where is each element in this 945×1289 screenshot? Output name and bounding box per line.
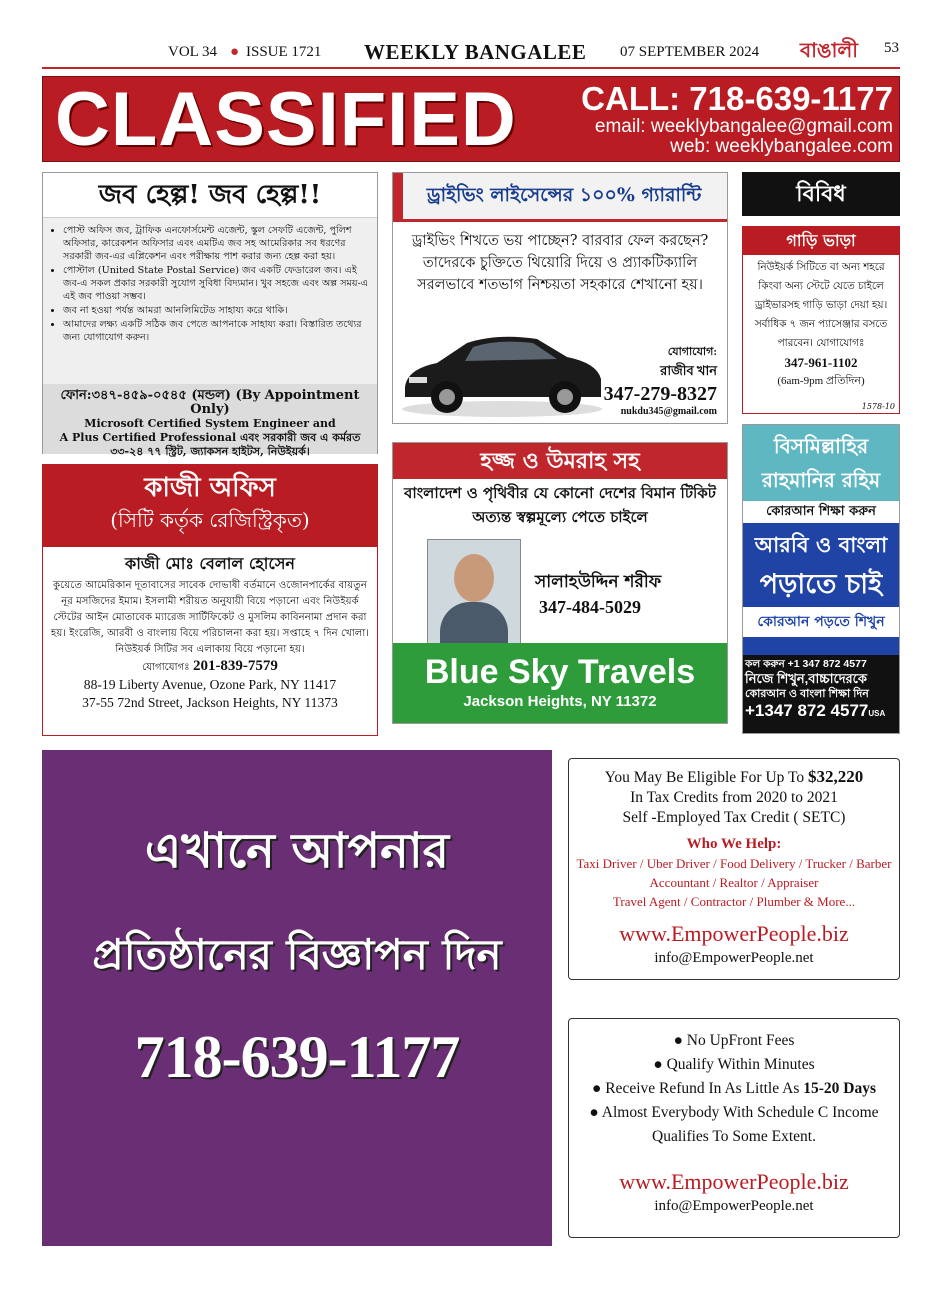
advertise-phone: 718-639-1177 [134, 1024, 460, 1090]
driving-email: nukdu345@gmail.com [620, 406, 717, 417]
classified-banner [42, 76, 900, 162]
qazi-description: কুয়েতে আমেরিকান দূতাবাসের সাবেক দোভাষী বর্তমানে ওজোনপার্কের বায়তুন নূর মসজিদের ইমাম। ইসলামী শরীয়ত অনুযায়ী বিয়ে পড়ানো এবং নিউইয়র্ক স্টেটের আইন মোতাবেক ম্যারেজ সার্টিফিকেট ও মুসলিম কাবিননামা প্রদান করা হয়। ইংরেজি, আরবী ও বাংলায় বিয়ে পরিচালনা করা হয়। সপ্তাহে ৭ দিন খোলা। নিউইয়র্ক সিটির সব এলাকায় বিয়ে পড়ানো হয়। [51, 580, 369, 655]
quran-learn-read: কোরআন পড়তে শিখুন [743, 607, 899, 637]
driving-contact-label: যোগাযোগ: [667, 346, 717, 358]
car-icon [397, 313, 607, 421]
agent-name: সালাহউদ্দিন শরীফ [535, 572, 662, 592]
quran-learn-label: কোরআন শিক্ষা করুন [766, 504, 876, 519]
qazi-body [43, 578, 377, 676]
tax-amount: $32,220 [808, 767, 864, 786]
qazi-address-1: 88-19 Liberty Avenue, Ozone Park, NY 11417 [83, 677, 337, 692]
advertise-line-1: এখানে আপনার [144, 823, 450, 879]
car-rental-ad [742, 226, 900, 414]
photo-head [454, 554, 494, 602]
driving-body: ড্রাইভিং শিখতে ভয় পাচ্ছেন? বারবার ফেল করছেন? তাদেরকে চুক্তিতে থিয়োরি দিয়ে ও প্র্যাকটিক্যালি সরলভাবে শতভাগ নিশ্চয়তা সহকারে শেখানো হয়। [411, 233, 709, 293]
tax-setc: Self -Employed Tax Credit ( SETC) [622, 809, 846, 826]
tax-credit-years: In Tax Credits from 2020 to 2021 [630, 789, 838, 806]
job-help-cred1: Microsoft Certified System Engineer and [84, 417, 336, 430]
misc-section-title: বিবিধ [742, 172, 900, 216]
job-help-item: • জব না হওয়া পর্যন্ত আমরা আনলিমিটেড সাহায্য করে থাকি। [63, 304, 369, 317]
refund-days: 15-20 Days [803, 1080, 877, 1097]
quran-arabic-bangla: আরবি ও বাংলা [754, 532, 888, 557]
quran-teaching-ad [742, 424, 900, 734]
publication-logo: বাঙালী [800, 40, 859, 62]
advertise-here-ad [42, 750, 552, 1246]
hajj-subtitle: বাংলাদেশ ও পৃথিবীর যে কোনো দেশের বিমান টিকিট অত্যন্ত স্বল্পমূল্যে পেতে চাইলে [404, 484, 716, 526]
tax-eligible-text: You May Be Eligible For Up To [604, 769, 805, 786]
tax-credit-ad [568, 758, 900, 980]
banner-call: CALL: 718-639-1177 [581, 80, 893, 117]
quran-call: কল করুন +1 347 872 4577 [745, 658, 867, 670]
bismillah-heading: বিসমিল্লাহির রাহমানির রহিম [743, 425, 899, 501]
quran-self-learn: নিজে শিখুন,বাচ্চাদেরকে [745, 671, 867, 686]
car-rental-body [743, 255, 899, 391]
driving-contact-name: রাজীব খান [660, 363, 717, 378]
driving-accent-bar [393, 173, 403, 219]
refund-bullet: ● No UpFront Fees [673, 1032, 795, 1049]
empower-website-link[interactable]: www.EmpowerPeople.biz [619, 1169, 849, 1194]
job-help-body [43, 218, 377, 384]
job-help-title: জব হেল্প! জব হেল্প!! [43, 173, 377, 218]
qazi-contact-label: যোগাযোগঃ [142, 662, 190, 673]
job-help-footer [43, 384, 377, 458]
empower-website-link[interactable]: www.EmpowerPeople.biz [619, 921, 849, 946]
empower-email-link[interactable]: info@EmpowerPeople.net [654, 950, 814, 966]
car-rental-hours: (6am-9pm প্রতিদিন) [777, 375, 865, 387]
separator-dot: ● [230, 44, 240, 60]
travel-ad [392, 442, 728, 724]
agent-phone: 347-484-5029 [539, 597, 641, 617]
quran-teach-kids: কোরআন ও বাংলা শিক্ষা দিন [745, 688, 869, 700]
qazi-address-2: 37-55 72nd Street, Jackson Heights, NY 11373 [82, 695, 338, 710]
driving-license-ad [392, 172, 728, 424]
who-we-help-heading: Who We Help: [686, 836, 782, 852]
job-help-ad [42, 172, 378, 458]
refund-bullet-cont: Qualifies To Some Extent. [652, 1128, 816, 1145]
car-rental-code: 1578-10 [861, 402, 895, 411]
qazi-name: কাজী মোঃ বেলাল হোসেন [125, 554, 295, 573]
advertise-line-2: প্রতিষ্ঠানের বিজ্ঞাপন দিন [92, 930, 502, 979]
job-help-phone: ফোন:৩৪৭-৪৫৯-০৫৪৫ (মন্ডল) (By Appointment Only) [60, 388, 360, 417]
car-rental-title: গাড়ি ভাড়া [743, 227, 899, 255]
header-rule [42, 67, 900, 69]
job-help-item: • পোস্টাল (United State Postal Service) জব একটি ফেডারেল জব। এই জব-এ সকল প্রকার সরকারী সুযোগ সুবিধা বিদ্যমান। খুব সহজে এবং অল্প সময়-এ এই জব পাওয়া সম্ভব। [63, 264, 369, 303]
quran-usa: USA [868, 709, 886, 718]
qazi-office-ad [42, 464, 378, 736]
quran-blue-panel [743, 523, 899, 655]
who-we-help-row: Taxi Driver / Uber Driver / Food Delivery / Trucker / Barber [576, 856, 892, 871]
volume-label: VOL 34 [168, 44, 218, 60]
tax-eligible-line [569, 767, 899, 788]
quran-phone [745, 701, 897, 724]
page-number: 53 [884, 40, 899, 56]
agent-photo [427, 539, 521, 645]
empower-email-link[interactable]: info@EmpowerPeople.net [654, 1198, 814, 1214]
quran-want-teach: পড়াতে চাই [759, 569, 883, 600]
qazi-header [43, 465, 377, 547]
publication-title: WEEKLY BANGALEE [364, 40, 587, 64]
job-help-address: ৩৩-২৪ ৭৭ স্ট্রিট, জ্যাকসন হাইটস, নিউইয়র্ক। [110, 445, 310, 458]
driving-title: ড্রাইভিং লাইসেন্সের ১০০% গ্যারান্টি [426, 184, 702, 206]
car-rental-phone: 347-961-1102 [784, 355, 858, 370]
qazi-subtitle: (সিটি কর্তৃক রেজিস্ট্রিকৃত) [110, 508, 310, 532]
job-help-cred2: A Plus Certified Professional এবং সরকারী জব এ কর্মরত [59, 431, 361, 444]
who-we-help-row: Accountant / Realtor / Appraiser [649, 875, 819, 890]
refund-bullet: ● Almost Everybody With Schedule C Income [589, 1104, 879, 1121]
driving-contact [604, 343, 717, 417]
who-we-help-row: Travel Agent / Contractor / Plumber & More... [612, 894, 856, 909]
banner-title: CLASSIFIED [55, 77, 517, 162]
travel-company-location: Jackson Heights, NY 11372 [463, 693, 657, 710]
job-help-item: • পোস্ট অফিস জব, ট্রাফিক এনফোর্সমেন্ট এজেন্ট, স্কুল সেফটি এজেন্ট, পুলিশ অফিসার, কারেকশন অফিসার এবং এমটিএ জব সহ আমেরিকার সব ধরণের সরকারী জব-এর এপ্লিকেশন এবং পরীক্ষায় পাশ করার জন্য হেল্প করা হয়। [63, 224, 369, 263]
driving-header [393, 173, 727, 222]
hajj-title: হজ্জ ও উমরাহ সহ [393, 443, 727, 479]
quran-phone-number: +1347 872 4577 [745, 701, 869, 720]
qazi-title: কাজী অফিস [144, 473, 276, 503]
refund-bullet [569, 1077, 899, 1101]
banner-email: email: weeklybangalee@gmail.com [594, 116, 893, 137]
qazi-phone: 201-839-7579 [192, 658, 278, 674]
refund-bullet: ● Qualify Within Minutes [653, 1056, 815, 1073]
issue-date: 07 SEPTEMBER 2024 [620, 44, 760, 60]
refund-ad [568, 1018, 900, 1238]
travel-company-name: Blue Sky Travels [424, 653, 696, 691]
quran-contact-panel [743, 655, 899, 734]
banner-web: web: weeklybangalee.com [670, 136, 893, 157]
job-help-item: • আমাদের লক্ষ্য একটি সঠিক জব পেতে আপনাকে সাহায্য করা। বিস্তারিত তথ্যের জন্য যোগাযোগ করুন। [63, 318, 369, 344]
issue-label: ISSUE 1721 [246, 44, 322, 60]
travel-company-footer [393, 643, 727, 723]
refund-bullet-text: ● Receive Refund In As Little As [591, 1080, 804, 1097]
driving-phone: 347-279-8327 [603, 383, 717, 405]
car-rental-text: নিউইয়র্ক সিটিতে বা অন্য শহরে কিংবা অন্য স্টেটে যেতে চাইলে ড্রাইভারসহ গাড়ি ভাড়া দেয়া হয়। সর্বাধিক ৭ জন প্যাসেঞ্জার বসতে পারবেন। যোগাযোগঃ [754, 261, 888, 349]
page-header [160, 40, 900, 66]
photo-body [440, 602, 508, 644]
